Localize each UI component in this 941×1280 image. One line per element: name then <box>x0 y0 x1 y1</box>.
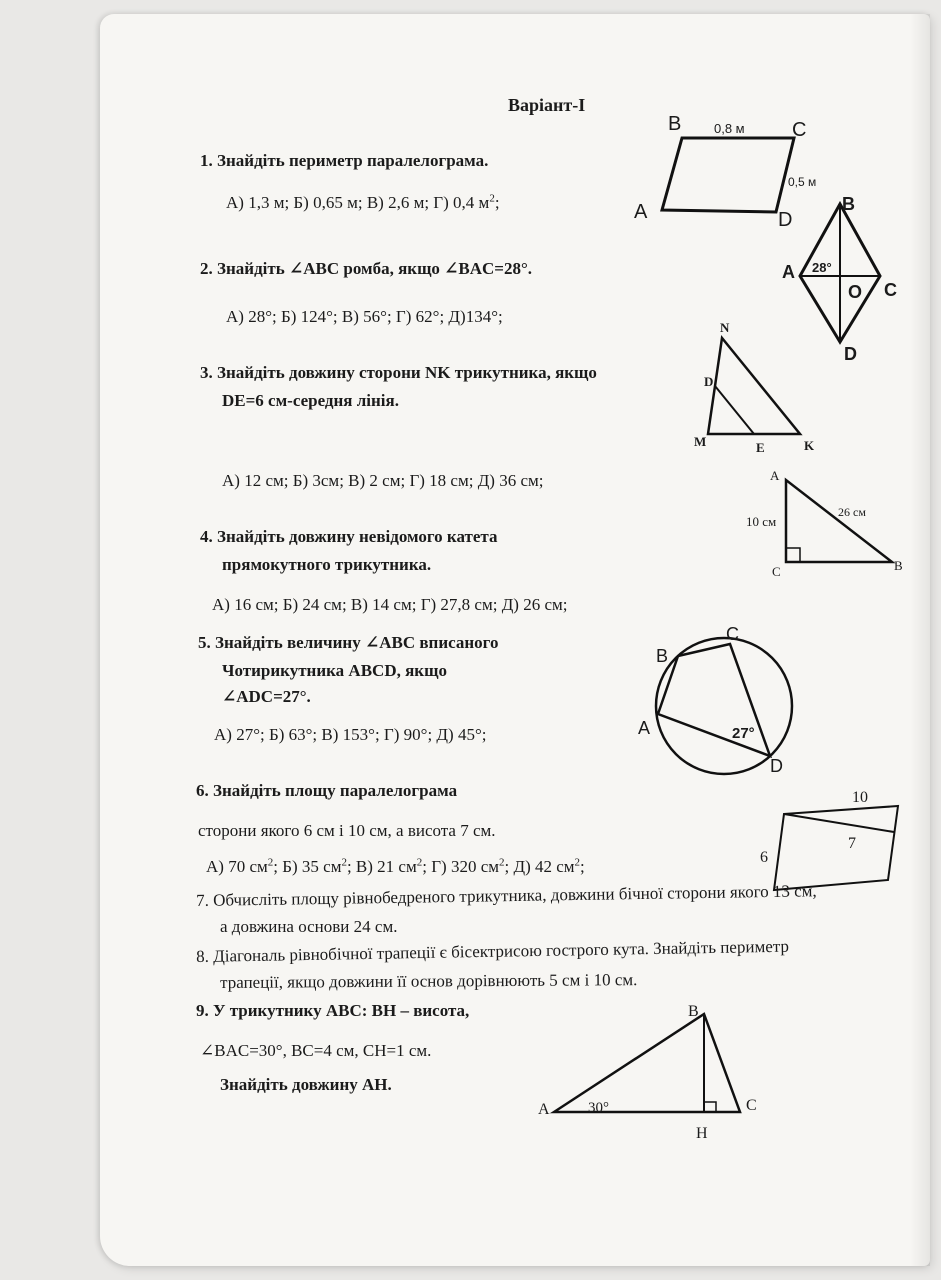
q2-text: 2. Знайдіть ∠ABC ромба, якщо ∠BAC=28°. <box>200 259 533 278</box>
svg-text:6: 6 <box>760 849 768 866</box>
svg-text:E: E <box>756 440 765 455</box>
q3-answers: А) 12 см; Б) 3см; В) 2 см; Г) 18 см; Д) 36 см; <box>222 471 544 490</box>
svg-text:B: B <box>668 113 682 135</box>
svg-text:C: C <box>792 119 807 141</box>
svg-text:26 см: 26 см <box>838 505 866 519</box>
svg-text:B: B <box>688 1003 699 1020</box>
svg-text:28°: 28° <box>812 260 832 275</box>
q3-text-line2: DE=6 см-середня лінія. <box>222 391 399 410</box>
svg-text:D: D <box>778 209 793 231</box>
q7-text-line1: 7. Обчисліть площу рівнобедреного трикутника, довжини бічної сторони якого 13 см, <box>196 881 817 910</box>
q5-text-line1: 5. Знайдіть величину ∠ABC вписаного <box>198 633 499 652</box>
svg-text:M: M <box>694 434 707 449</box>
page-fold-shadow <box>910 14 930 1266</box>
q4-right-triangle-figure <box>740 466 920 581</box>
svg-text:A: A <box>770 468 780 483</box>
svg-text:K: K <box>804 438 815 453</box>
q2-answers: А) 28°; Б) 124°; В) 56°; Г) 62°; Д)134°; <box>226 307 503 326</box>
q7-text-line2: а довжина основи 24 см. <box>220 917 398 936</box>
q9-text-line3: Знайдіть довжину AH. <box>220 1075 392 1094</box>
q4-answers: А) 16 см; Б) 24 см; В) 14 см; Г) 27,8 см; Д) 26 см; <box>212 595 568 614</box>
q9-triangle-figure <box>536 1000 776 1150</box>
svg-text:C: C <box>884 280 897 300</box>
svg-text:A: A <box>782 262 795 282</box>
svg-text:D: D <box>844 344 857 364</box>
q6-text-line1: 6. Знайдіть площу паралелограма <box>196 781 458 800</box>
q9-text-line1: 9. У трикутнику ABC: BH – висота, <box>196 1001 470 1020</box>
svg-text:30°: 30° <box>588 1100 609 1116</box>
q3-triangle-figure <box>690 316 830 466</box>
svg-text:D: D <box>704 374 714 389</box>
variant-title: Варіант-І <box>508 95 586 115</box>
q6-parallelogram-figure <box>756 784 916 894</box>
q3-text-line1: 3. Знайдіть довжину сторони NK трикутника, якщо <box>200 363 597 382</box>
svg-text:10 см: 10 см <box>746 514 777 529</box>
q5-text-line2: Чотирикутника ABCD, якщо <box>222 661 447 680</box>
q6-text-line2: сторони якого 6 см і 10 см, а висота 7 см. <box>198 821 496 840</box>
svg-text:O: O <box>848 282 863 302</box>
svg-text:0,5 м: 0,5 м <box>788 175 817 189</box>
svg-text:7: 7 <box>848 835 856 852</box>
q1-text: 1. Знайдіть периметр паралелограма. <box>200 151 489 170</box>
svg-text:0,8 м: 0,8 м <box>714 121 745 136</box>
svg-text:C: C <box>746 1097 757 1114</box>
q4-text-line2: прямокутного трикутника. <box>222 555 432 574</box>
svg-text:A: A <box>634 201 648 223</box>
svg-text:C: C <box>726 624 739 644</box>
svg-text:B: B <box>842 194 855 214</box>
q6-answers: А) 70 $см^2$; Б) 35 $см^2$; В) 21 $см^2$; Г) 320 $см^2$; Д) 42 $см^2$; <box>206 856 585 876</box>
q8-text-line1: 8. Діагональ рівнобічної трапеції є бісектрисою гострого кута. Знайдіть периметр <box>196 936 790 966</box>
q5-inscribed-quadrilateral-figure <box>636 622 816 782</box>
svg-text:H: H <box>696 1125 708 1142</box>
svg-text:A: A <box>638 718 651 738</box>
svg-text:D: D <box>770 756 783 776</box>
q4-text-line1: 4. Знайдіть довжину невідомого катета <box>200 527 498 546</box>
q8-text-line2: трапеції, якщо довжини її основ дорівнюють 5 см і 10 см. <box>220 970 638 992</box>
svg-text:C: C <box>772 564 781 579</box>
q5-text-line3: ∠ADC=27°. <box>222 687 311 706</box>
svg-text:B: B <box>656 646 669 666</box>
svg-text:10: 10 <box>852 789 868 806</box>
q1-answers: А) 1,3 м; Б) 0,65 м; В) 2,6 м; Г) 0,4 $м^2$; <box>226 192 500 212</box>
svg-text:N: N <box>720 320 730 335</box>
q5-answers: А) 27°; Б) 63°; В) 153°; Г) 90°; Д) 45°; <box>214 725 487 744</box>
svg-text:A: A <box>538 1101 550 1118</box>
q9-text-line2: ∠BAC=30°, BC=4 см, CH=1 см. <box>200 1041 432 1060</box>
svg-text:27°: 27° <box>732 725 755 742</box>
svg-text:B: B <box>894 558 903 573</box>
